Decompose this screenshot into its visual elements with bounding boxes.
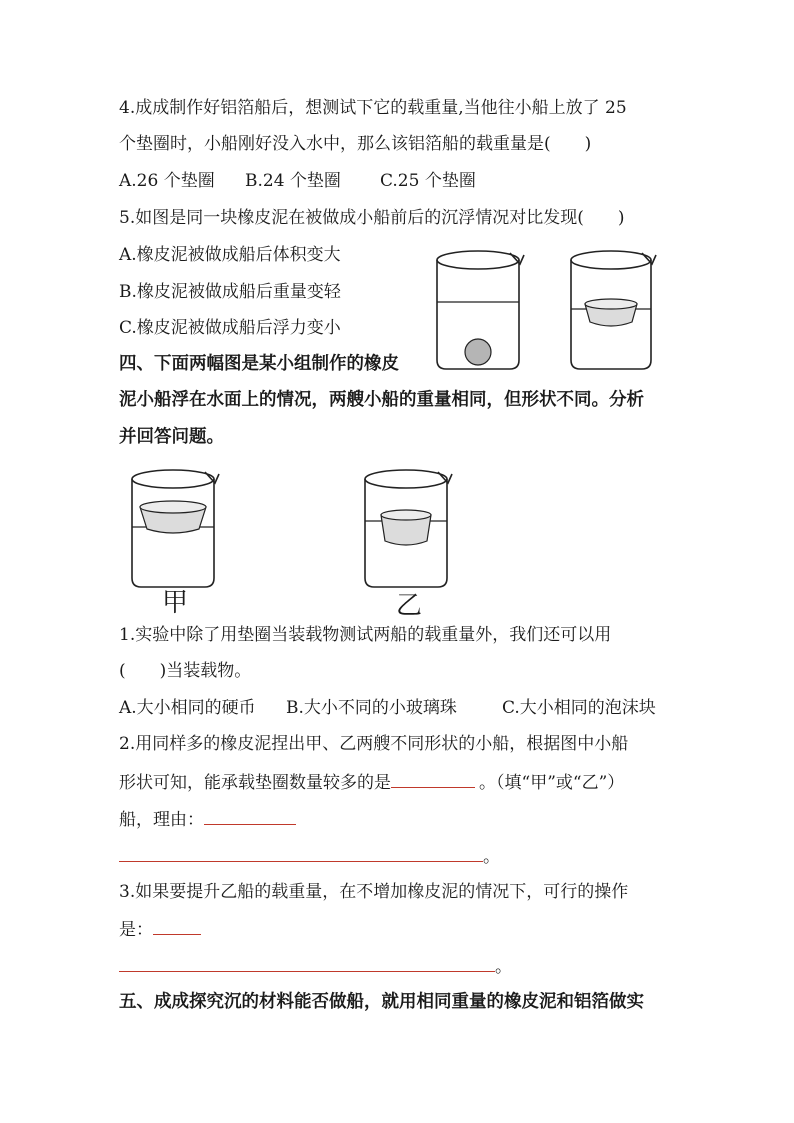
s4q1-line-2 (119, 659, 251, 683)
s4q1-line-1: 1.实验中除了用垫圈当装载物测试两船的载重量外，我们还可以用 (119, 625, 612, 645)
section4-heading-1: 四、下面两幅图是某小组制作的橡皮 (119, 354, 399, 374)
s4q3-answer-blank-1[interactable] (153, 916, 201, 935)
s4q2-reason-blank-1[interactable] (204, 806, 296, 825)
q4-line-1 (119, 96, 627, 120)
section4-heading-3: 并回答问题。 (119, 427, 224, 447)
s4q2-line-1: 2.用同样多的橡皮泥捏出甲、乙两艘不同形状的小船，根据图中小船 (119, 734, 629, 754)
figure-label-yi: 乙 (396, 591, 423, 621)
s4q3-line-1: 3.如果要提升乙船的载重量，在不增加橡皮泥的情况下，可行的操作 (119, 882, 629, 902)
s4q2-stem-2: 形状可知，能承载垫圈数量较多的是 (119, 773, 391, 793)
q4-paren-close: ) (584, 134, 592, 154)
q4-option-c[interactable]: C.25 个垫圈 (380, 171, 476, 191)
s4q3-period: 。 (495, 957, 512, 977)
s4q2-stem-2-end: 。（填“甲”或“乙”） (479, 773, 625, 793)
s4q2-reason-blank-2[interactable] (119, 843, 483, 862)
clay-ball (465, 339, 491, 365)
q5-stem (119, 206, 625, 230)
s4q1-stem-end: )当装载物。 (159, 661, 252, 681)
s4q1-option-b[interactable]: B.大小不同的小玻璃珠 (286, 698, 457, 718)
q5-beakers-figure (430, 244, 670, 374)
s4q1-paren-open: ( (119, 661, 126, 681)
s4q3-line-3 (119, 953, 512, 979)
q4-line-2 (119, 132, 591, 156)
q5-option-c[interactable]: C.橡皮泥被做成船后浮力变小 (119, 318, 341, 338)
q4-stem-1: 4.成成制作好铝箔船后，想测试下它的载重量,当他往小船上放了 25 (119, 98, 627, 118)
figure-label-jia: 甲 (162, 588, 189, 618)
s4q2-line-2 (119, 769, 624, 795)
section4-heading-2: 泥小船浮在水面上的情况，两艘小船的重量相同，但形状不同。分析 (119, 390, 644, 410)
s4q3-answer-label: 是： (119, 920, 153, 940)
s4q1-option-a[interactable]: A.大小相同的硬币 (119, 698, 256, 718)
beaker-ball-sunk (437, 251, 524, 369)
s4q1-options (119, 696, 656, 720)
section4-beakers-figure (126, 465, 456, 595)
q5-option-b[interactable]: B.橡皮泥被做成船后重量变轻 (119, 282, 341, 302)
s4q1-option-c[interactable]: C.大小相同的泡沫块 (502, 698, 656, 718)
beaker-boat-floating (571, 251, 656, 369)
q5-stem-text: 5.如图是同一块橡皮泥在被做成小船前后的沉浮情况对比发现( (119, 208, 584, 228)
s4q3-line-2 (119, 916, 201, 942)
q4-stem-2: 个垫圈时，小船刚好没入水中，那么该铝箔船的载重量是( (119, 134, 551, 154)
s4q3-answer-blank-2[interactable] (119, 953, 495, 972)
s4q2-answer-blank[interactable] (391, 769, 475, 788)
s4q2-reason-label: 船，理由： (119, 810, 204, 830)
s4q2-line-3 (119, 806, 296, 832)
q4-option-a[interactable]: A.26 个垫圈 (119, 171, 215, 191)
s4q2-period: 。 (483, 847, 500, 867)
q4-options (119, 169, 476, 193)
section5-heading-1: 五、成成探究沉的材料能否做船，就用相同重量的橡皮泥和铝箔做实 (119, 992, 644, 1012)
beaker-jia (132, 470, 219, 587)
q5-option-a[interactable]: A.橡皮泥被做成船后体积变大 (119, 245, 341, 265)
s4q2-line-4 (119, 843, 500, 869)
q4-option-b[interactable]: B.24 个垫圈 (245, 171, 341, 191)
beaker-yi (365, 470, 452, 587)
q5-paren-close: ) (617, 208, 625, 228)
